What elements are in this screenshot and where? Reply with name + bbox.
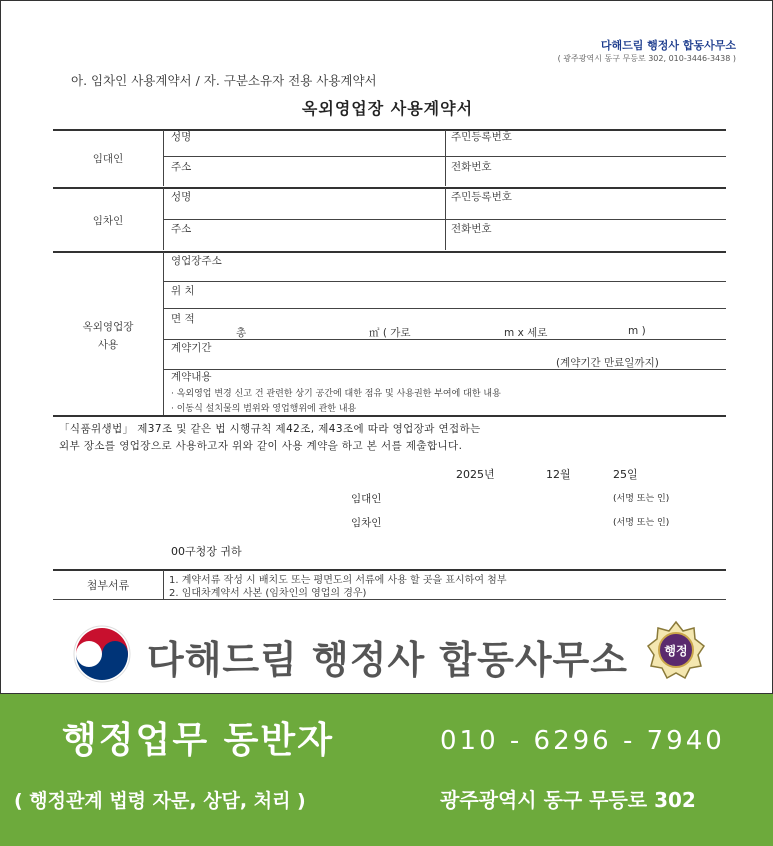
lessor-phone-field[interactable]: 전화번호 xyxy=(451,161,492,173)
divider xyxy=(163,570,164,600)
content-label: 계약내용 xyxy=(171,371,212,383)
lessee-rrn-field[interactable]: 주민등록번호 xyxy=(451,191,512,203)
lessor-label: 임대인 xyxy=(92,153,124,165)
lessor-rrn-field[interactable]: 주민등록번호 xyxy=(451,131,512,143)
period-field[interactable]: 계약기간 xyxy=(171,342,212,354)
lessee-address-field[interactable]: 주소 xyxy=(171,223,192,235)
divider xyxy=(445,130,446,186)
divider xyxy=(53,187,726,189)
lessee-label: 임차인 xyxy=(92,215,124,227)
divider xyxy=(163,130,164,186)
lessor-address-field[interactable]: 주소 xyxy=(171,161,192,173)
date-day: 25일 xyxy=(613,468,638,481)
divider xyxy=(163,219,726,220)
divider xyxy=(53,415,726,417)
sign-lessee-label: 임차인 xyxy=(351,517,382,529)
promo-banner xyxy=(0,694,773,846)
divider xyxy=(163,156,726,157)
divider xyxy=(53,599,726,600)
lessee-name-field[interactable]: 성명 xyxy=(171,191,192,203)
location-field[interactable]: 위 치 xyxy=(171,285,195,297)
area-height: m x 세로 xyxy=(504,327,548,339)
recipient: 00구청장 귀하 xyxy=(171,545,242,558)
area-close: m ) xyxy=(628,325,646,337)
area-field[interactable]: 면 적 xyxy=(171,313,195,325)
area-total: 총 xyxy=(236,327,247,339)
statement-line-2: 외부 장소를 영업장으로 사용하고자 위와 같이 사용 계약을 하고 본 서를 제출합니다. xyxy=(59,440,463,452)
attachments-label: 첨부서류 xyxy=(86,579,130,592)
seal-text: 행정 xyxy=(664,644,688,658)
divider xyxy=(53,129,726,131)
content-item-2: · 이동식 설치물의 범위와 영업행위에 관한 내용 xyxy=(171,404,357,414)
taegeuk-icon xyxy=(71,623,133,685)
lessor-name-field[interactable]: 성명 xyxy=(171,131,192,143)
attachment-item-1: 1. 계약서류 작성 시 배치도 또는 평면도의 서류에 사용 할 곳을 표시하여 첨부 xyxy=(169,575,507,586)
banner-title: 행정업무 동반자 xyxy=(62,720,334,761)
divider xyxy=(53,251,726,253)
outdoor-label: 옥외영업장 xyxy=(82,321,134,333)
divider xyxy=(163,339,726,340)
office-address-header: ( 광주광역시 동구 무등로 302, 010-3446-3438 ) xyxy=(557,54,736,63)
banner-subtitle: ( 행정관계 법령 자문, 상담, 처리 ) xyxy=(14,790,306,812)
divider xyxy=(163,252,164,415)
office-name-header: 다해드림 행정사 합동사무소 xyxy=(600,39,736,52)
lessee-phone-field[interactable]: 전화번호 xyxy=(451,223,492,235)
banner-phone[interactable]: 010 - 6296 - 7940 xyxy=(440,726,725,756)
banner-address: 광주광역시 동구 무등로 302 xyxy=(440,788,696,812)
sign-lessor-label: 임대인 xyxy=(351,493,382,505)
outdoor-label-use: 사용 xyxy=(97,339,119,351)
form-subtitle: 아. 임차인 사용계약서 / 자. 구분소유자 전용 사용계약서 xyxy=(71,73,377,88)
content-item-1: · 옥외영업 변경 신고 건 관련한 상기 공간에 대한 점유 및 사용권한 부여에 대한 내용 xyxy=(171,389,501,399)
sign-lessor-note[interactable]: (서명 또는 인) xyxy=(613,494,670,504)
sign-lessee-note[interactable]: (서명 또는 인) xyxy=(613,518,670,528)
brand-row xyxy=(71,619,711,683)
divider xyxy=(163,308,726,309)
divider xyxy=(163,281,726,282)
business-address-field[interactable]: 영업장주소 xyxy=(171,255,222,267)
brand-name: 다해드림 행정사 합동사무소 xyxy=(147,638,628,682)
period-note: (계약기간 만료일까지) xyxy=(556,357,659,369)
area-width: ㎡ ( 가로 xyxy=(369,327,411,339)
date-month: 12월 xyxy=(546,468,571,481)
seal-icon xyxy=(645,619,707,681)
statement-line-1: 「식품위생법」 제37조 및 같은 법 시행규칙 제42조, 제43조에 따라 영업장과 연접하는 xyxy=(59,423,481,435)
attachment-item-2: 2. 임대차계약서 사본 (임차인의 영업의 경우) xyxy=(169,588,367,599)
date-year: 2025년 xyxy=(456,468,495,481)
form-title: 옥외영업장 사용계약서 xyxy=(301,99,474,118)
